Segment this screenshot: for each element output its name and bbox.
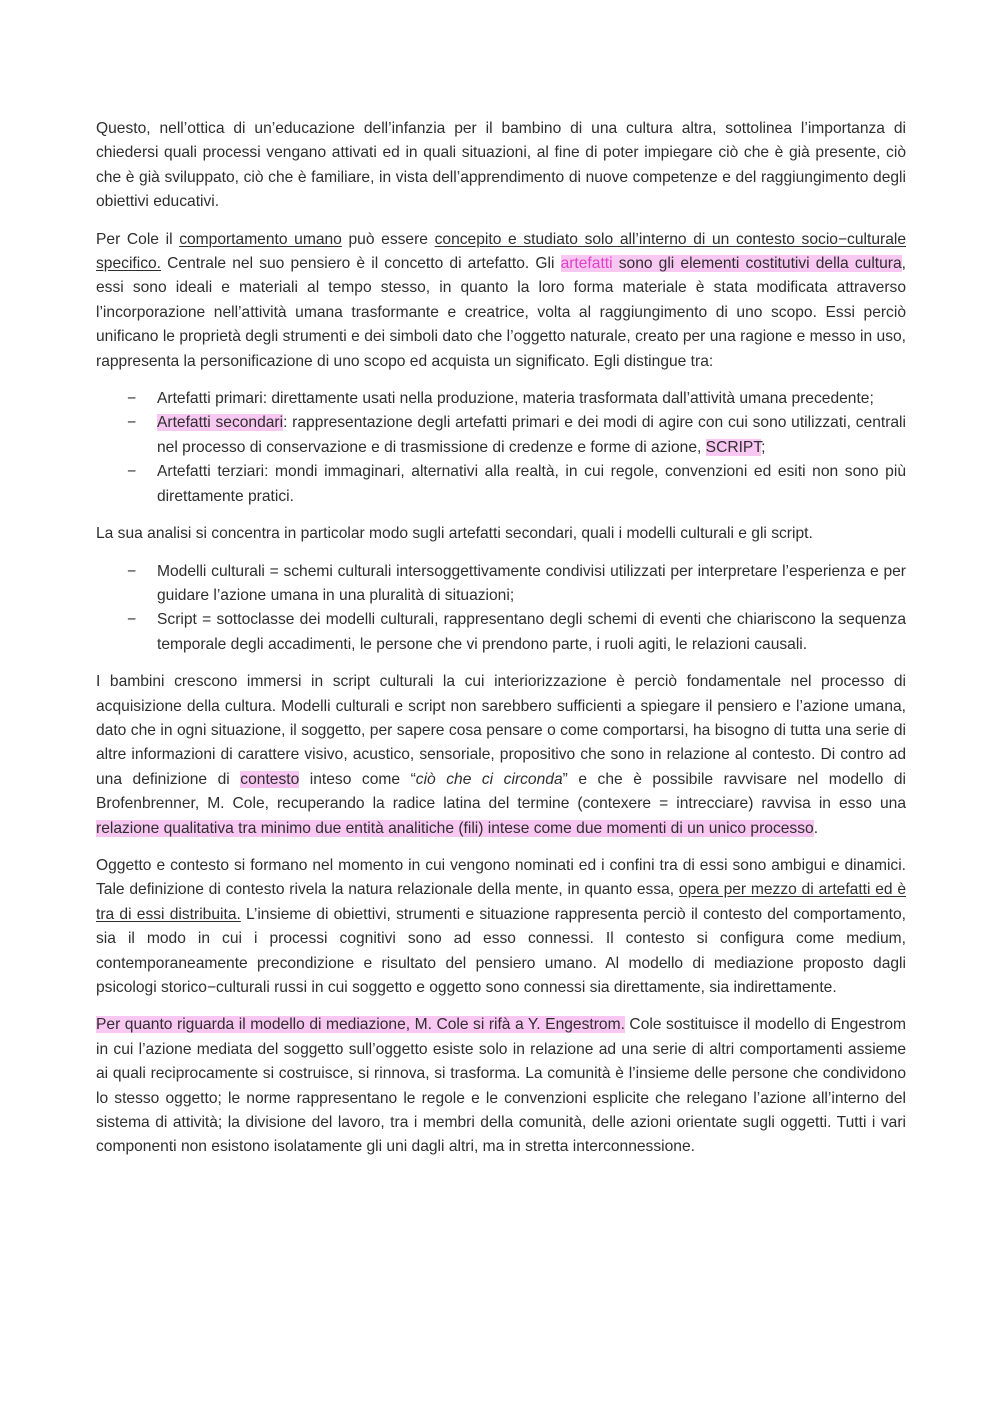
list-item-artefatti-secondari [96,411,906,460]
text-run: può essere [341,230,435,248]
text-run: Centrale nel suo pensiero è il concetto di artefatto. Gli [161,255,561,273]
dash-bullet: − [127,611,137,629]
underlined-comportamento-umano: comportamento umano [179,230,342,248]
paragraph-cole-artefatti [96,228,906,374]
italic-quote: ciò che ci circonda [415,770,563,788]
modelli-list [96,560,906,658]
list-item-text: Script = sottoclasse dei modelli culturali, rappresentano degli schemi di eventi che chiariscono la sequenza temporale degli accadimenti, le persone che vi prendono parte, i ruoli agiti, le relazioni causali. [157,611,906,653]
document-page [96,117,906,1173]
text-run: Per Cole il [96,230,180,248]
underlined-opera-per-mezzo: opera per mezzo di artefatti ed è tra di essi distribuita. [96,881,907,923]
paragraph-bambini-script [96,670,906,841]
paragraph-mediazione [96,1013,906,1159]
text-run: Cole sostituisce il modello di Engestrom in cui l’azione mediata del soggetto sull’oggetto esiste solo in relazione ad una serie di altri comportamenti assieme ai quali reciprocamente si costruisce, si rinnova, si trasforma. La comunità è l’insieme delle persone che condividono lo stesso oggetto; le norme rappresentano le regole e le convenzioni esplicite che relegano l’azione all’interno del sistema di attività; la divisione del lavoro, tra i membri della comunità, delle azioni orientate sugli oggetti. Tutti i vari componenti non esistono isolatamente gli uni dagli altri, ma in stretta interconnessione. [96,1016,906,1156]
paragraph-oggetto-contesto [96,854,906,1000]
text-run: ” e che è possibile ravvisare nel modello di Brofenbrenner, M. Cole, recuperando la radice latina del termine (contexere = intrecciare) ravvisa in esso una [96,770,906,813]
list-item-script [96,608,906,657]
text-run: I bambini crescono immersi in script culturali la cui interiorizzazione è perciò fondamentale nel processo di acquisizione della cultura. Modelli culturali e script non sarebbero sufficienti a spiegare il pensiero e l’azione umana, dato che in ogni situazione, il soggetto, per sapere cosa pensare o come comportarsi, ha bisogno di tutta una serie di altre informazioni di carattere visivo, acustico, sensoriale, propositivo che sono in relazione al contesto. Di contro ad una definizione di [96,673,906,788]
text-run: L’insieme di obiettivi, strumenti e situazione rappresenta perciò il contesto del comportamento, sia il modo in cui i processi cognitivi sono ad esso connessi. Il contesto si configura come medium, contemporaneamente precondizione e risultato del pensiero umano. Al modello di mediazione proposto dagli psicologi storico−culturali russi in cui soggetto e oggetto sono connessi sia direttamente, sia indirettamente. [96,905,906,996]
list-item-text: Artefatti terziari: mondi immaginari, alternativi alla realtà, in cui regole, convenzioni ed esiti non sono più direttamente pratici. [157,463,906,505]
artefatti-list [96,387,906,509]
paragraph-analisi: La sua analisi si concentra in particolar modo sugli artefatti secondari, quali i modelli culturali e gli script. [96,525,813,543]
dash-bullet: − [127,463,137,481]
paragraph-intro: Questo, nell’ottica di un’educazione dell’infanzia per il bambino di una cultura altra, sottolinea l’importanza di chiedersi quali processi vengano attivati ed in quali situazioni, al fine di poter impiegare ciò che è già presente, ciò che è già sviluppato, ciò che è familiare, in vista dell’apprendimento di nuove competenze e del raggiungimento degli obiettivi educativi. [96,120,906,211]
highlight-elementi-costitutivi: sono gli elementi costitutivi della cultura [612,255,902,273]
list-item-text: ; [761,438,766,456]
text-run: inteso come “ [299,770,416,788]
text-run: Oggetto e contesto si formano nel momento in cui vengono nominati ed i confini tra di essi sono ambigui e dinamici. Tale definizione di contesto rivela la natura relazionale della mente, in quanto essa, [96,856,906,899]
dash-bullet: − [127,414,137,432]
list-item-text: Modelli culturali = schemi culturali intersoggettivamente condivisi utilizzati per interpretare l’esperienza e per guidare l’azione umana in una pluralità di situazioni; [157,562,906,604]
highlight-script: SCRIPT [705,438,762,456]
list-item-artefatti-primari [96,387,906,411]
highlight-modello-mediazione: Per quanto riguarda il modello di mediazione, M. Cole si rifà a Y. Engestrom. [96,1016,625,1034]
highlight-relazione-qualitativa: relazione qualitativa tra minimo due entità analitiche (fili) intese come due momenti di un unico processo [96,819,814,837]
highlight-contesto: contesto [240,770,300,788]
underlined-contesto-socioculturale: concepito e studiato solo all’interno di un contesto socio−culturale specifico. [96,230,907,273]
list-item-text: Artefatti primari: direttamente usati nella produzione, materia trasformata dall’attività umana precedente; [157,390,874,408]
list-item-text: : rappresentazione degli artefatti primari e dei modi di agire con cui sono utilizzati, centrali nel processo di conservazione e di trasmissione di credenze e forme di azione, [157,414,906,456]
dash-bullet: − [127,562,137,580]
highlight-artefatti: artefatti [560,255,613,273]
text-run: . [813,819,819,837]
text-run: , essi sono ideali e materiali al tempo stesso, in quanto la loro forma materiale è stata modificata attraverso l’incorporazione nell’attività umana trasformante e creatrice, volta al raggiungimento di uno scopo. Essi perciò unificano le proprietà degli strumenti e dei simboli dato che l’oggetto naturale, creato per una ragione e messo in uso, rappresenta la personificazione di uno scopo ed acquista un significato. Egli distingue tra: [96,255,906,370]
highlight-artefatti-secondari: Artefatti secondari [157,414,284,432]
dash-bullet: − [127,390,137,408]
list-item-artefatti-terziari [96,460,906,509]
list-item-modelli-culturali [96,560,906,609]
